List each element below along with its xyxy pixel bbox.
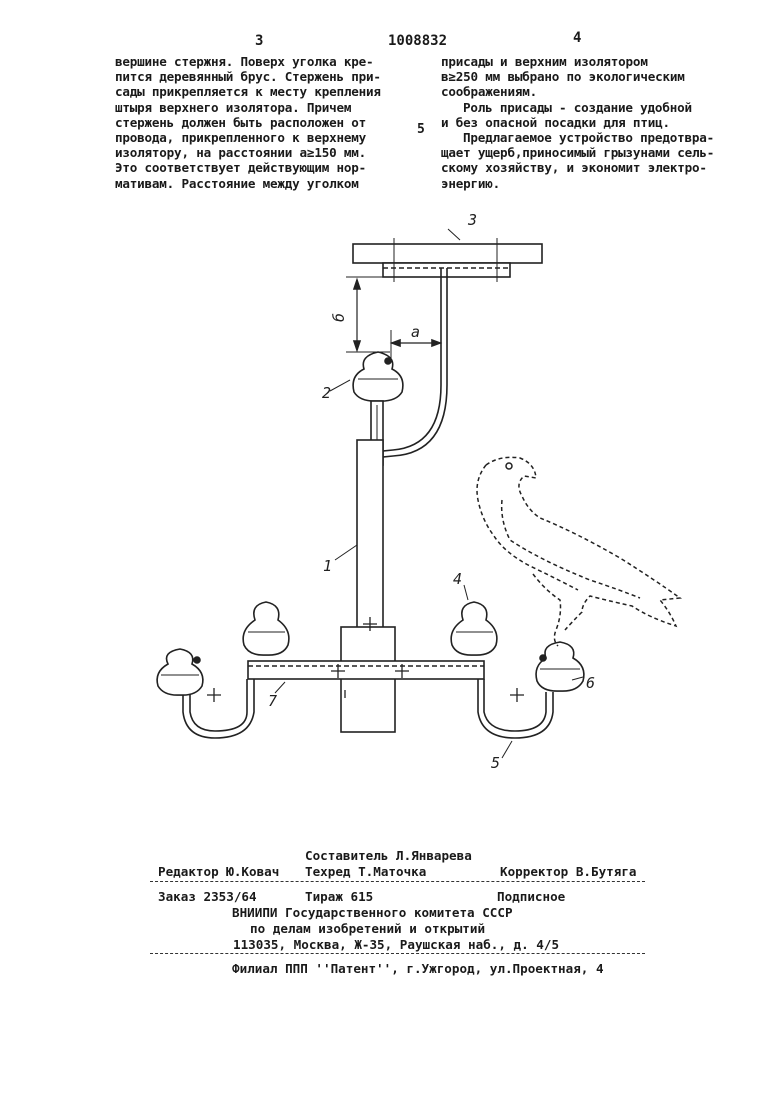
right-column-number: 4 xyxy=(573,30,582,46)
text-line: сады прикрепляется к месту крепления xyxy=(115,84,381,100)
divider xyxy=(150,953,645,954)
text-line: изолятору, на расстоянии a≥150 мм. xyxy=(115,145,366,161)
order-number: Заказ 2353/64 xyxy=(158,889,257,904)
text-line: мативам. Расстояние между уголком xyxy=(115,175,359,191)
corrector-credit: Корректор В.Бутяга xyxy=(500,864,637,879)
text-line: Предлагаемое устройство предотвра- xyxy=(463,130,714,146)
branch-address: Филиал ППП ''Патент'', г.Ужгород, ул.Проектная, 4 xyxy=(232,961,604,976)
text-line: Роль присады - создание удобной xyxy=(463,99,692,115)
label-5: 5 xyxy=(491,754,501,772)
dimension-b-label: б xyxy=(330,312,348,322)
wooden-beam xyxy=(353,244,542,263)
label-1: 1 xyxy=(323,557,333,575)
organization-line: ВНИИПИ Государственного комитета СССР xyxy=(232,905,513,920)
address-line: 113035, Москва, Ж-35, Раушская наб., д. 4/5 xyxy=(233,937,560,952)
line-number-marker: 5 xyxy=(417,122,425,137)
text-line: энергию. xyxy=(441,175,501,191)
text-line: присады и верхним изолятором xyxy=(441,54,648,69)
bird-silhouette xyxy=(477,457,680,646)
right-outer-insulator xyxy=(536,642,584,691)
text-line: вершине стержня. Поверх уголка кре- xyxy=(115,54,374,69)
text-line: и без опасной посадки для птиц. xyxy=(441,114,670,130)
compiler-credit: Составитель Л.Январева xyxy=(305,848,472,863)
patent-number: 1008832 xyxy=(388,33,448,49)
text-line: щает ущерб,приносимый грызунами сель- xyxy=(441,145,715,161)
label-6: 6 xyxy=(586,674,596,692)
left-column-number: 3 xyxy=(255,33,264,49)
label-3: 3 xyxy=(468,211,478,229)
text-line: Это соответствует действующим нор- xyxy=(115,160,366,176)
label-2: 2 xyxy=(322,384,332,402)
cross-arm xyxy=(248,661,484,679)
right-insulator xyxy=(451,602,497,655)
circulation: Тираж 615 xyxy=(305,889,374,904)
text-line: соображениям. xyxy=(441,84,537,100)
text-line: провода, прикрепленного к верхнему xyxy=(115,130,366,146)
text-line: стержень должен быть расположен от xyxy=(115,114,366,130)
text-line: штыря верхнего изолятора. Причем xyxy=(115,99,352,115)
organization-line: по делам изобретений и открытий xyxy=(250,921,486,936)
subscription-note: Подписное xyxy=(497,889,566,904)
left-outer-insulator xyxy=(157,649,203,695)
text-line: скому хозяйству, и экономит электро- xyxy=(441,160,707,176)
dimension-a-label: a xyxy=(411,323,421,341)
top-insulator xyxy=(353,352,403,401)
label-7: 7 xyxy=(268,692,278,710)
divider xyxy=(150,881,645,882)
label-4: 4 xyxy=(453,570,463,588)
left-insulator xyxy=(243,602,289,655)
editor-credit: Редактор Ю.Ковач xyxy=(158,864,280,879)
text-line: пится деревянный брус. Стержень при- xyxy=(115,69,381,85)
techred-credit: Техред Т.Маточка xyxy=(305,864,427,879)
text-line: в≥250 мм выбрано по экологическим xyxy=(441,69,685,85)
